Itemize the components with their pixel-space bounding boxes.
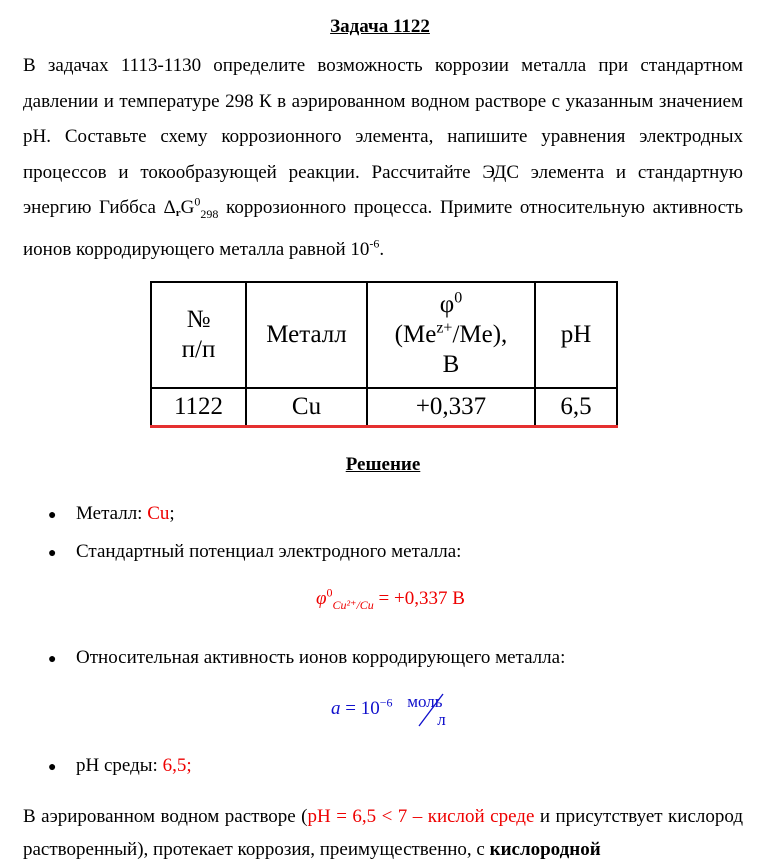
conclusion-paragraph: В аэрированном водном растворе (pH = 6,5 < 7 – кислой среде и присутствует кислород растворенный), протекает коррозия, преимущественно, с кислородной [23,806,743,860]
bullet-icon: ● [48,508,57,523]
task-description: В задачах 1113-1130 определите возможность коррозии металла при стандартном давлении и температуре 298 К в аэрированном водном растворе с указанным значением pH. Составьте схему коррозионного элемента, напишите уравнения электродных процессов и токообразующей реакции. Рассчитайте ЭДС элемента и стандартную энергию Гиббса ΔrG$^0_{298}$ коррозионного процесса. Примите относительную активность ионов корродирующего металла равной $10^{-6}$. [23,55,743,260]
cell-potential: +0,337 [367,388,535,427]
formula-activity: $a = 10^{-6}$ моль л [331,692,467,728]
bullet-icon: ● [48,652,57,667]
list-item-ph: ● pH среды: 6,5; [48,754,192,780]
list-item-metal: ● Металл: Cu; [48,502,175,528]
cell-number: 1122 [151,388,246,427]
cell-metal: Cu [246,388,367,427]
header-potential: $\varphi^0$ $(Me^{z+}/Me)$, B [367,282,535,388]
bullet-icon: ● [48,546,57,561]
table-header-row [151,282,617,388]
task-title: Задача 1122 [330,16,430,37]
table-row [151,388,617,427]
list-item-activity: ● Относительная активность ионов корродирующего металла: [48,646,565,672]
task-data-table [150,281,618,428]
header-metal: Металл [246,282,367,388]
unit-fraction: моль л [407,692,467,728]
solution-heading: Решение [345,454,421,475]
header-ph: pH [535,282,617,388]
header-number: № п/п [151,282,246,388]
fraction-slash [407,692,467,728]
cell-ph: 6,5 [535,388,617,427]
list-item-potential: ● Стандартный потенциал электродного металла: [48,540,461,566]
bullet-icon: ● [48,760,57,775]
formula-potential: $\varphi^0_{Cu^{2+}/Cu} = +0,337$ В [316,585,465,612]
